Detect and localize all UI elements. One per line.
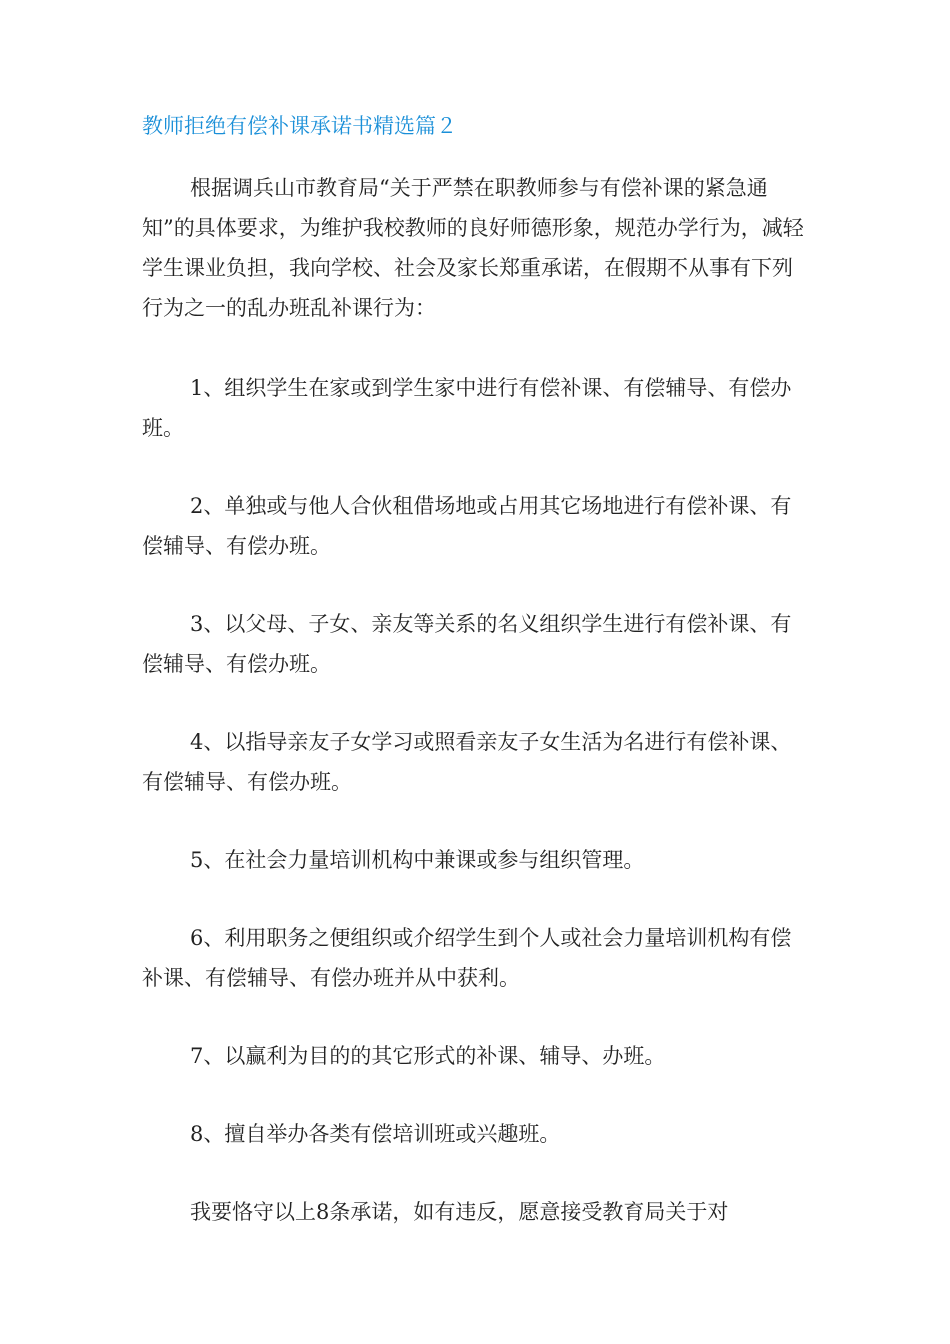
list-item: 3、以父母、子女、亲友等关系的名义组织学生进行有偿补课、有偿辅导、有偿办班。 [142, 612, 792, 676]
intro-paragraph: 根据调兵山市教育局“关于严禁在职教师参与有偿补课的紧急通知”的具体要求，为维护我校教师的良好师德形象，规范办学行为，减轻学生课业负担，我向学校、社会及家长郑重承诺，在假期不从事有下列行为之一的乱办班乱补课行为： [142, 176, 804, 320]
closing-paragraph: 我要恪守以上8条承诺，如有违反，愿意接受教育局关于对 [190, 1200, 729, 1224]
document-title: 教师拒绝有偿补课承诺书精选篇２ [142, 114, 457, 138]
list-item: 1、组织学生在家或到学生家中进行有偿补课、有偿辅导、有偿办班。 [142, 376, 792, 440]
document-body [142, 168, 804, 1232]
list-item: 4、以指导亲友子女学习或照看亲友子女生活为名进行有偿补课、有偿辅导、有偿办班。 [142, 730, 792, 794]
list-item: 8、擅自举办各类有偿培训班或兴趣班。 [190, 1122, 561, 1146]
list-item: 7、以赢利为目的的其它形式的补课、辅导、办班。 [190, 1044, 666, 1068]
list-item: 6、利用职务之便组织或介绍学生到个人或社会力量培训机构有偿补课、有偿辅导、有偿办班并从中获利。 [142, 926, 792, 990]
list-item: 5、在社会力量培训机构中兼课或参与组织管理。 [190, 848, 645, 872]
list-item: 2、单独或与他人合伙租借场地或占用其它场地进行有偿补课、有偿辅导、有偿办班。 [142, 494, 792, 558]
